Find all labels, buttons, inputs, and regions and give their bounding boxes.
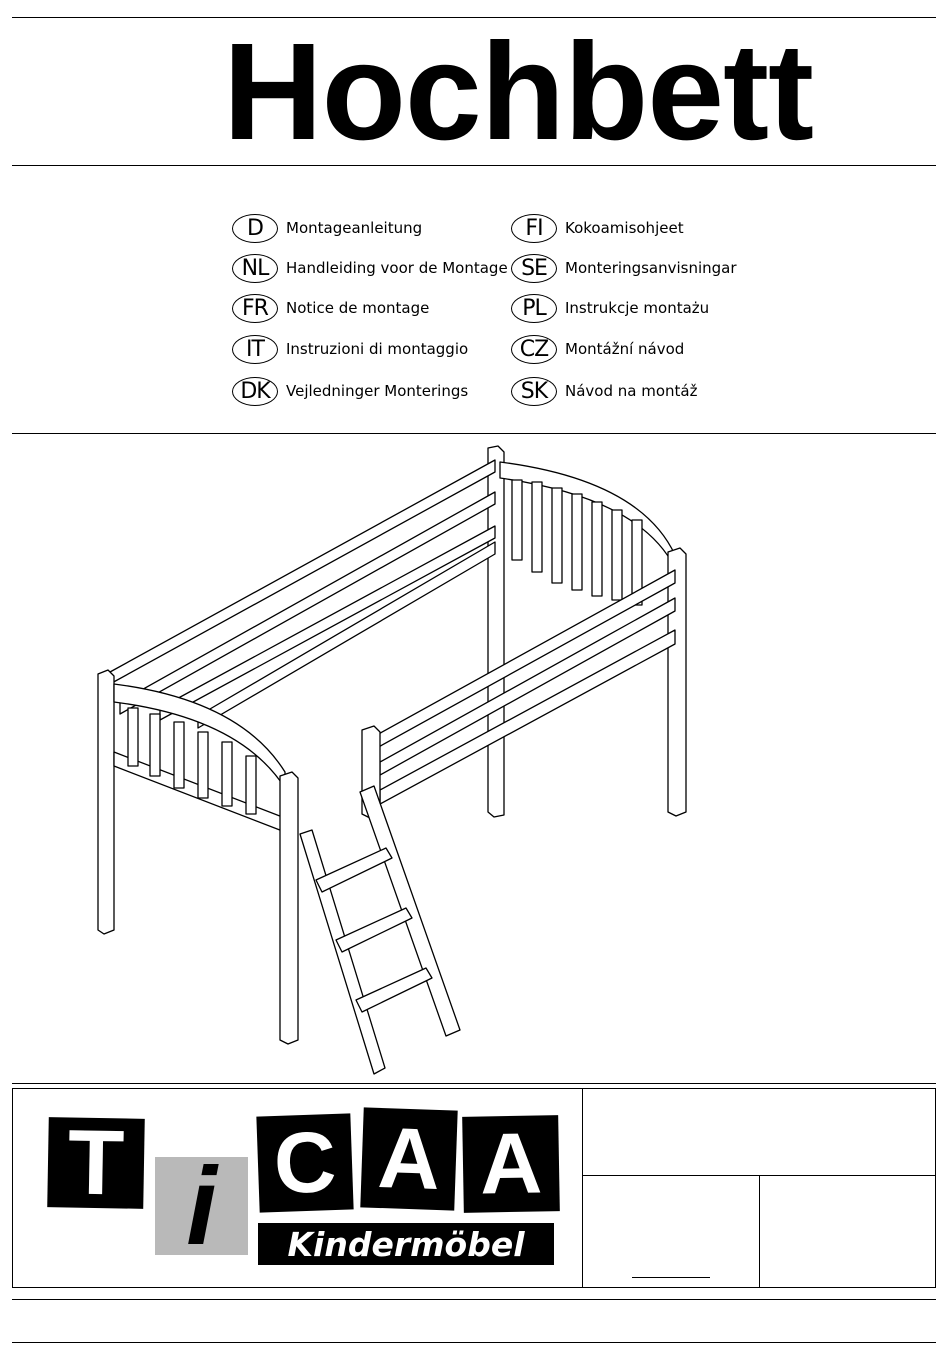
language-item — [232, 333, 468, 365]
headboard-slat — [222, 742, 232, 806]
language-label: Vejledninger Monterings — [286, 382, 469, 400]
logo-letter-a: A — [360, 1107, 457, 1210]
side-rail — [380, 598, 675, 775]
language-code-badge: FI — [511, 214, 557, 243]
headboard-slat — [198, 732, 208, 798]
headboard-slat — [592, 502, 602, 596]
language-label: Návod na montáž — [565, 382, 698, 400]
loft-bed-illustration — [80, 440, 700, 1085]
language-item — [511, 252, 737, 284]
language-item — [511, 292, 709, 324]
language-item — [232, 292, 429, 324]
languages-rule — [12, 433, 936, 434]
bed-post — [280, 772, 298, 1044]
language-label: Handleiding voor de Montage — [286, 259, 508, 277]
logo-letter-a: A — [462, 1115, 560, 1213]
headboard-slat — [532, 482, 542, 572]
language-code-badge: PL — [511, 294, 557, 323]
ladder-step — [356, 968, 432, 1012]
language-item — [511, 375, 697, 407]
language-code-badge: IT — [232, 335, 278, 364]
headboard-rail — [500, 462, 675, 568]
footer-bottom-rule-1 — [12, 1299, 936, 1300]
language-item — [511, 212, 684, 244]
language-item — [232, 252, 508, 284]
side-rail — [110, 460, 495, 684]
bed-post — [668, 548, 686, 816]
language-item — [511, 333, 684, 365]
headboard-slat — [246, 756, 256, 814]
language-label: Monteringsanvisningar — [565, 259, 737, 277]
logo-letter-c: C — [256, 1113, 353, 1212]
signature-line — [632, 1277, 710, 1278]
language-label: Instruzioni di montaggio — [286, 340, 469, 358]
headboard-slat — [552, 488, 562, 583]
headboard-slat — [174, 722, 184, 788]
language-code-badge: NL — [232, 254, 278, 283]
footer-bottom-rule-2 — [12, 1342, 936, 1343]
language-item — [232, 375, 468, 407]
page-title: Hochbett — [223, 15, 813, 169]
side-rail — [120, 492, 495, 714]
language-label: Montážní návod — [565, 340, 685, 358]
headboard-slat — [572, 494, 582, 590]
headboard-slat — [128, 708, 138, 766]
headboard-slat — [150, 714, 160, 776]
footer-divider-vertical — [582, 1088, 583, 1288]
language-label: Montageanleitung — [286, 219, 423, 237]
headboard-slat — [512, 480, 522, 560]
logo-letter-i: i — [155, 1157, 248, 1255]
headboard-slat — [612, 510, 622, 600]
language-label: Instrukcje montażu — [565, 299, 710, 317]
footer-divider-vertical-2 — [759, 1175, 760, 1288]
language-code-badge: DK — [232, 377, 278, 406]
language-code-badge: D — [232, 214, 278, 243]
language-label: Notice de montage — [286, 299, 430, 317]
bed-post — [98, 670, 114, 934]
language-code-badge: CZ — [511, 335, 557, 364]
logo-subtitle: Kindermöbel — [258, 1223, 554, 1265]
ladder-step — [316, 848, 392, 892]
ladder-step — [336, 908, 412, 952]
language-code-badge: SE — [511, 254, 557, 283]
language-code-badge: FR — [232, 294, 278, 323]
logo-letter-t: T — [47, 1117, 145, 1209]
language-item — [232, 212, 422, 244]
language-code-badge: SK — [511, 377, 557, 406]
language-label: Kokoamisohjeet — [565, 219, 684, 237]
